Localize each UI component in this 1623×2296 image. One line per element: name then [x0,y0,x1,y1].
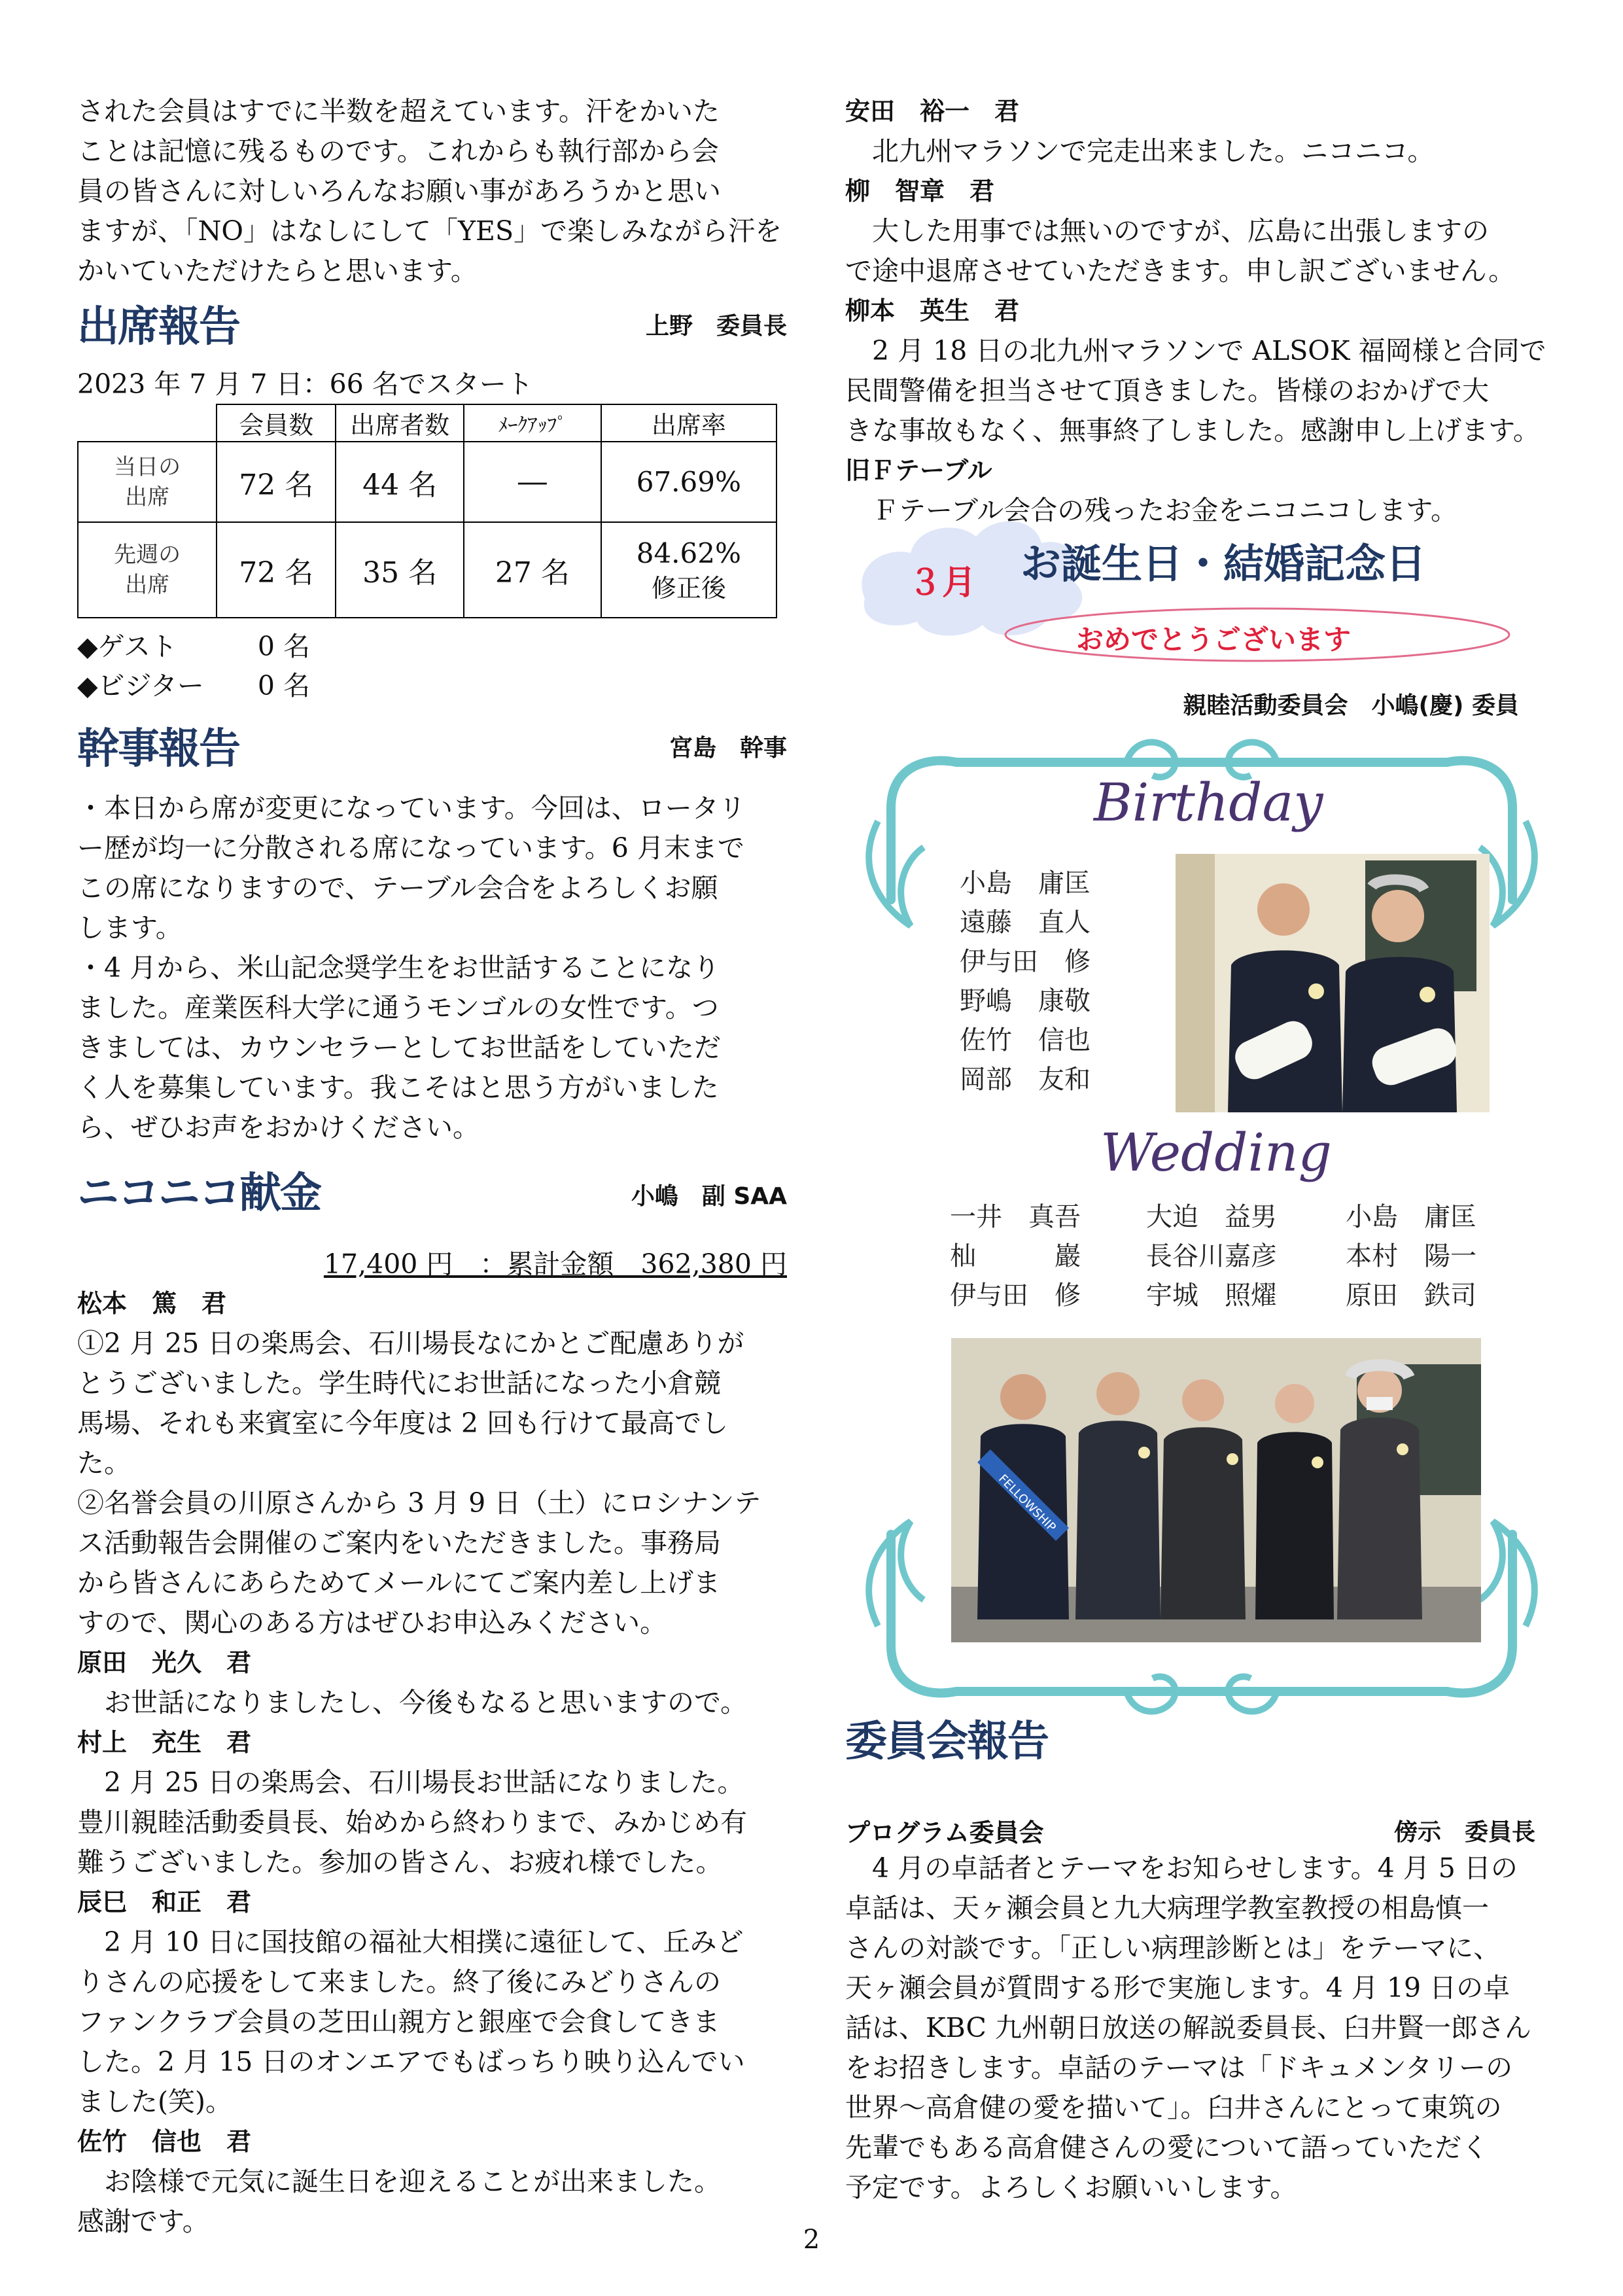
text-line: ました。産業医科大学に通うモンゴルの女性です。つ [77,992,719,1023]
text-line: この席になりますので、テーブル会合をよろしくお願 [77,872,718,904]
text-line: ら、ぜひお声をおかけください。 [77,1112,480,1143]
text-line: ②名誉会員の川原さんから 3 月 9 日（土）にロシナンテ [77,1487,761,1519]
text-line: 天ヶ瀬会員が質問する形で実施します。4 月 19 日の卓 [845,1972,1510,2004]
list-item: 原田 鉄司 [1346,1280,1476,1311]
list-item: 長谷川嘉彦 [1146,1241,1277,1271]
text-line: とうございました。学生時代にお世話になった小倉競 [77,1368,721,1399]
text-line: ス活動報告会開催のご案内をいただきました。事務局 [77,1527,721,1559]
wedding-photo [951,1338,1481,1642]
wedding-label: Wedding [1100,1122,1332,1183]
wedding-row [950,1276,1486,1315]
text-line: 2 月 25 日の楽馬会、石川場長お世話になりました。 [77,1767,744,1798]
present-cell: 44 名 [336,442,464,522]
intro-paragraph [77,92,787,291]
guest-count: ◆ゲスト 0 名 [77,631,311,662]
rate-cell: 67.69% [601,442,777,522]
text-line: ファンクラブ会員の芝田山親方と銀座で会食してきま [77,2006,720,2038]
member-name: 佐竹 信也 君 [77,2127,252,2156]
nikoniko-continued [845,92,1565,531]
member-name: 柳 智章 君 [845,177,995,205]
text-line: 世界〜高倉健の愛を描いて」。臼井さんにとって東筑の [845,2092,1502,2123]
list-item: 小島 庸匡 [1346,1202,1476,1232]
month-label: ３月 [908,563,977,603]
list-item: 佐竹 信也 [960,1025,1091,1055]
table-row [78,442,777,522]
member-name: 旧Ｆテーブル [845,456,992,485]
text-line: 卓話は、天ヶ瀬会員と九大病理学教室教授の相島慎一 [845,1892,1489,1924]
list-item: 杣 巖 [950,1241,1081,1271]
text-line: た。 [77,1447,131,1479]
list-item: 本村 陽一 [1346,1241,1476,1271]
member-name: 村上 充生 君 [77,1728,252,1757]
celebration-subtitle: おめでとうございます [1076,624,1352,656]
text-line: りさんの応援をして来ました。終了後にみどりさんの [77,1966,721,1998]
text-line: で途中退席させていただきます。申し訳ございません。 [845,255,1516,287]
table-row [78,522,777,618]
intro-line: ことは記憶に残るものです。これからも執行部から会 [77,135,719,167]
column-header: 出席率 [601,404,777,442]
makeup-cell: 27 名 [464,522,601,618]
text-line: 大した用事では無いのですが、広島に出張しますの [845,215,1489,247]
member-name: 原田 光久 君 [77,1648,252,1677]
text-line: お世話になりましたし、今後もなると思いますので。 [77,1687,748,1718]
secretary-body [77,788,787,1148]
list-item: 野嶋 康敬 [960,986,1091,1016]
text-line: します。 [77,912,183,944]
text-line: から皆さんにあらためてメールにてご案内差し上げま [77,1567,721,1598]
birthday-names [960,864,1091,1099]
attendance-byline: 上野 委員長 [645,313,787,340]
text-line: 2 月 18 日の北九州マラソンで ALSOK 福岡様と合同で [845,335,1546,366]
text-line: Ｆテーブル会合の残ったお金をニコニコします。 [845,495,1458,526]
list-item: 一井 真吾 [950,1202,1081,1232]
ornament-bottom-left [869,1521,924,1626]
attendance-date: 2023 年 7 月 7 日：66 名でスタート [77,368,533,400]
text-line: ・本日から席が変更になっています。今回は、ロータリ [77,792,746,824]
text-line: お陰様で元気に誕生日を迎えることが出来ました。 [77,2166,721,2197]
committee-title: 委員会報告 [845,1718,1048,1766]
members-cell: 72 名 [217,522,336,618]
nikoniko-title: ニコニコ献金 [77,1169,321,1218]
intro-line: 員の皆さんに対しいろんなお願い事があろうかと思い [77,175,721,207]
list-item: 伊与田 修 [960,947,1091,977]
member-name: 安田 裕一 君 [845,97,1020,126]
list-item: 小島 庸匡 [960,868,1091,898]
wedding-names [950,1197,1486,1315]
text-line: 北九州マラソンで完走出来ました。ニコニコ。 [845,135,1435,167]
text-line: ・4 月から、米山記念奨学生をお世話することになり [77,952,720,983]
text-line: きな事故もなく、無事終了しました。感謝申し上げます。 [845,415,1540,446]
nikoniko-total: 17,400 円 ：累計金額 362,380 円 [323,1248,787,1280]
present-cell: 35 名 [336,522,464,618]
rate-cell: 84.62% 修正後 [601,522,777,618]
nikoniko-byline: 小嶋 副 SAA [631,1183,787,1210]
text-line: 難うございました。参加の皆さん、お疲れ様でした。 [77,1846,723,1878]
text-line: 話は、KBC 九州朝日放送の解説委員長、臼井賢一郎さん [845,2012,1531,2043]
text-line: さんの対談です。「正しい病理診断とは」をテーマに、 [845,1932,1501,1964]
intro-line: された会員はすでに半数を超えています。汗をかいた [77,96,720,127]
list-item: 大迫 益男 [1146,1202,1277,1232]
text-line: 馬場、それも来賓室に今年度は 2 回も行けて最高でし [77,1407,729,1439]
sash-text: FELLOWSHIP [996,1472,1058,1535]
birthday-photo [1176,854,1490,1112]
column-header: ﾒｰｸｱｯﾌﾟ [464,404,601,442]
text-line: ①2 月 25 日の楽馬会、石川場長なにかとご配慮ありが [77,1328,744,1359]
ornament-top-left [869,821,924,926]
member-name: 柳本 英生 君 [845,296,1020,325]
list-item: 遠藤 直人 [960,908,1091,938]
text-line: すので、関心のある方はぜひお申込みください。 [77,1607,667,1638]
text-line: をお招きします。卓話のテーマは「ドキュメンタリーの [845,2052,1513,2083]
members-cell: 72 名 [217,442,336,522]
birthday-label: Birthday [1094,772,1323,833]
text-line: 4 月の卓話者とテーマをお知らせします。4 月 5 日の [845,1852,1518,1884]
text-line: く人を募集しています。我こそはと思う方がいました [77,1072,719,1103]
celebration-title: お誕生日・結婚記念日 [1021,540,1427,588]
makeup-cell: ― [464,442,601,522]
list-item: 岡部 友和 [960,1065,1091,1095]
attendance-title: 出席報告 [77,303,239,351]
attendance-table [77,404,777,618]
list-item: 伊与田 修 [950,1280,1081,1311]
intro-line: ますが、「NO」はなしにして「YES」で楽しみながら汗を [77,215,782,247]
column-header: 出席者数 [336,404,464,442]
text-line: 豊川親睦活動委員長、始めから終わりまで、みかじめ有 [77,1807,748,1838]
text-line: 予定です。よろしくお願いいします。 [845,2172,1297,2203]
member-name: 松本 篤 君 [77,1289,227,1318]
text-line: きましては、カウンセラーとしてお世話をしていただ [77,1032,721,1063]
intro-line: かいていただけたらと思います。 [77,255,478,287]
list-item: 宇城 照燿 [1146,1280,1277,1311]
committee-body [845,1848,1552,2208]
row-label: 先週の 出席 [78,522,217,618]
wedding-photo-illustration [951,1338,1481,1642]
text-line: 先輩でもある高倉健さんの愛について語っていただく [845,2132,1489,2163]
text-line: ました(笑)。 [77,2086,232,2117]
program-committee-label: プログラム委員会 [845,1818,1044,1847]
column-header: 会員数 [217,404,336,442]
wedding-row [950,1237,1486,1276]
text-line: 感謝です。 [77,2206,209,2237]
text-line: 民間警備を担当させて頂きました。皆様のおかげで大 [845,375,1489,406]
text-line: した。2 月 15 日のオンエアでもばっちり映り込んでい [77,2046,745,2077]
visitor-count: ◆ビジター 0 名 [77,670,311,701]
text-line: 2 月 10 日に国技館の福祉大相撲に遠征して、丘みど [77,1926,744,1958]
text-line: ー歴が均一に分散される席になっています。6 月末まで [77,832,744,864]
celebration-byline: 親睦活動委員会 小嶋(慶) 委員 [1183,692,1519,719]
member-name: 辰巳 和正 君 [77,1888,252,1916]
table-corner [78,404,217,442]
wedding-row [950,1197,1486,1237]
secretary-title: 幹事報告 [77,725,239,773]
committee-byline: 傍示 委員長 [1393,1819,1535,1846]
birthday-photo-illustration [1176,854,1490,1112]
page-number: 2 [803,2225,820,2255]
secretary-byline: 宮島 幹事 [669,735,787,762]
nikoniko-entries [77,1284,787,2242]
row-label: 当日の 出席 [78,442,217,522]
ornament-bottom-right [1480,1521,1535,1626]
